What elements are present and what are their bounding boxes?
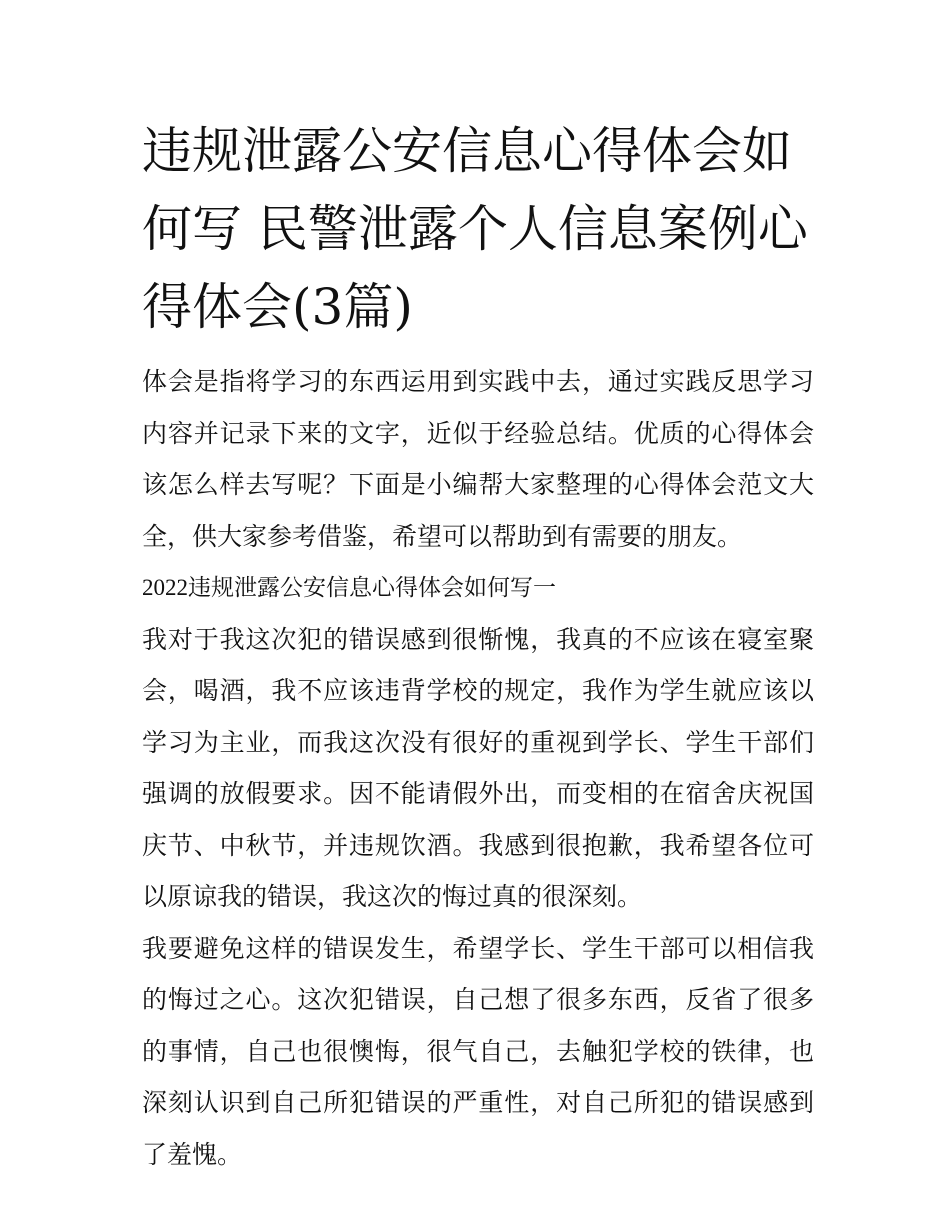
document-title: 违规泄露公安信息心得体会如何写 民警泄露个人信息案例心得体会(3篇)	[142, 122, 808, 336]
body-paragraph-1: 我对于我这次犯的错误感到很惭愧，我真的不应该在寝室聚会，喝酒，我不应该违背学校的规定，我作为学生就应该以学习为主业，而我这次没有很好的重视到学长、学生干部们强调的放假要求。因不能请假外出，而变相的在宿舍庆祝国庆节、中秋节，并违规饮酒。我感到很抱歉，我希望各位可以原谅我的错误，我这次的悔过真的很深刻。	[142, 624, 814, 911]
section-heading: 2022违规泄露公安信息心得体会如何写一	[142, 575, 556, 600]
intro-paragraph: 体会是指将学习的东西运用到实践中去，通过实践反思学习内容并记录下来的文字，近似于经验总结。优质的心得体会该怎么样去写呢？下面是小编帮大家整理的心得体会范文大全，供大家参考借鉴，希望可以帮助到有需要的朋友。	[142, 367, 814, 551]
body-paragraph-2: 我要避免这样的错误发生，希望学长、学生干部可以相信我的悔过之心。这次犯错误，自己想了很多东西，反省了很多的事情，自己也很懊悔，很气自己，去触犯学校的铁律，也深刻认识到自己所犯错误的严重性，对自己所犯的错误感到了羞愧。	[142, 933, 814, 1169]
document-page	[142, 112, 814, 1180]
